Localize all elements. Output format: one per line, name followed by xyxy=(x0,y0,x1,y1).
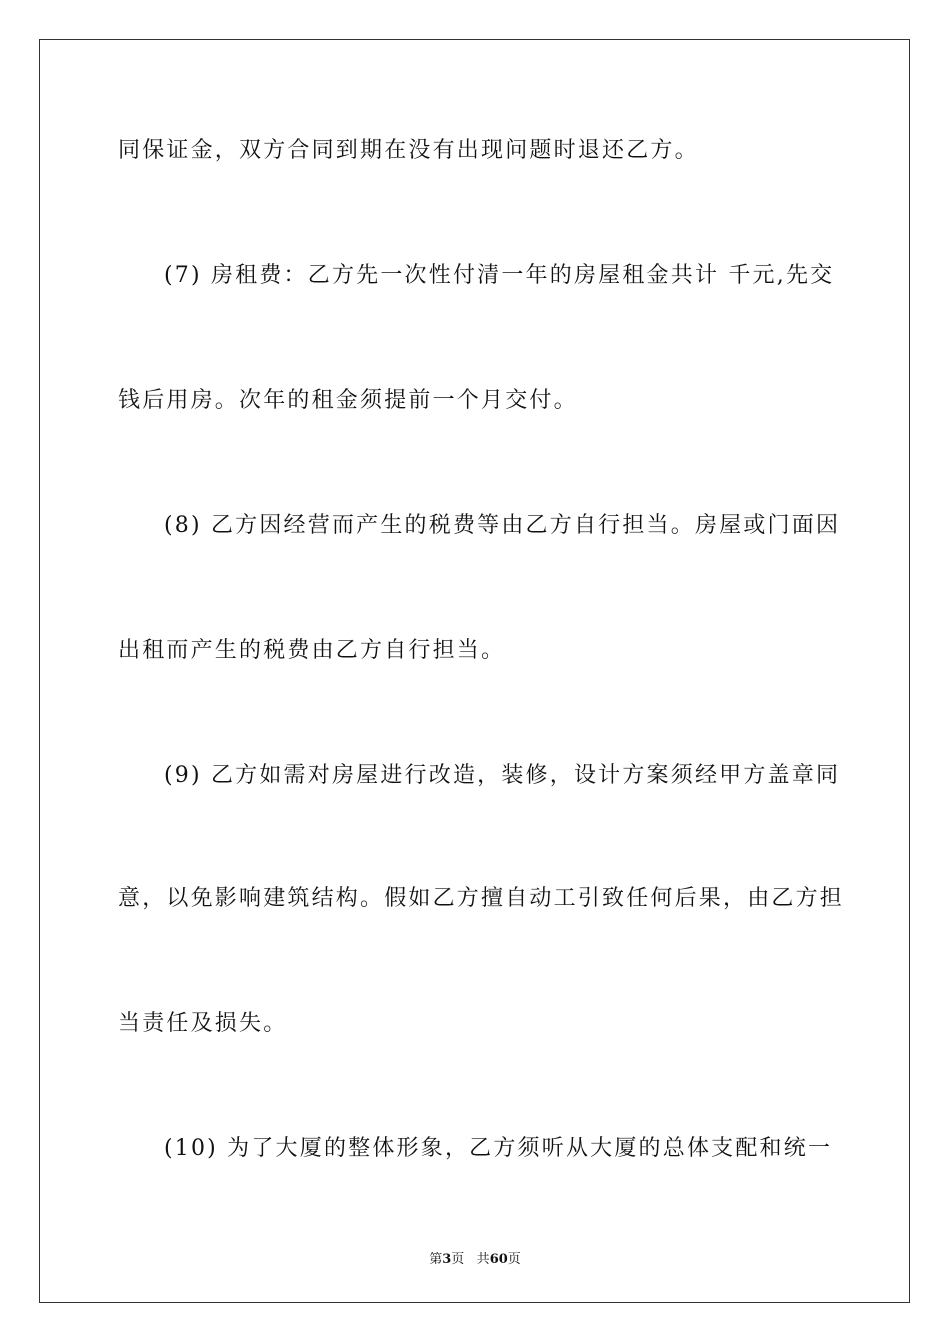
total-pages: 60 xyxy=(489,1252,508,1267)
text-line-9: (10) 为了大厦的整体形象，乙方须听从大厦的总体支配和统一 xyxy=(164,1136,833,1161)
page-border xyxy=(39,39,910,1303)
page-suffix: 页 xyxy=(451,1252,465,1267)
page-number: 3 xyxy=(442,1252,452,1267)
page-footer xyxy=(0,1248,950,1267)
total-suffix: 页 xyxy=(507,1252,521,1267)
text-line-4: (8) 乙方因经营而产生的税费等由乙方自行担当。房屋或门面因 xyxy=(164,513,841,538)
text-line-5: 出租而产生的税费由乙方自行担当。 xyxy=(118,638,506,663)
text-line-6: (9) 乙方如需对房屋进行改造，装修，设计方案须经甲方盖章同 xyxy=(164,763,841,788)
text-line-1: 同保证金，双方合同到期在没有出现问题时退还乙方。 xyxy=(118,138,699,163)
text-line-8: 当责任及损失。 xyxy=(118,1011,288,1036)
text-line-3: 钱后用房。次年的租金须提前一个月交付。 xyxy=(118,388,578,413)
page-prefix: 第 xyxy=(429,1252,443,1267)
total-prefix: 共 xyxy=(476,1252,490,1267)
text-line-7: 意，以免影响建筑结构。假如乙方擅自动工引致任何后果，由乙方担 xyxy=(118,886,845,911)
text-line-2: (7) 房租费：乙方先一次性付清一年的房屋租金共计 千元,先交 xyxy=(164,263,835,288)
